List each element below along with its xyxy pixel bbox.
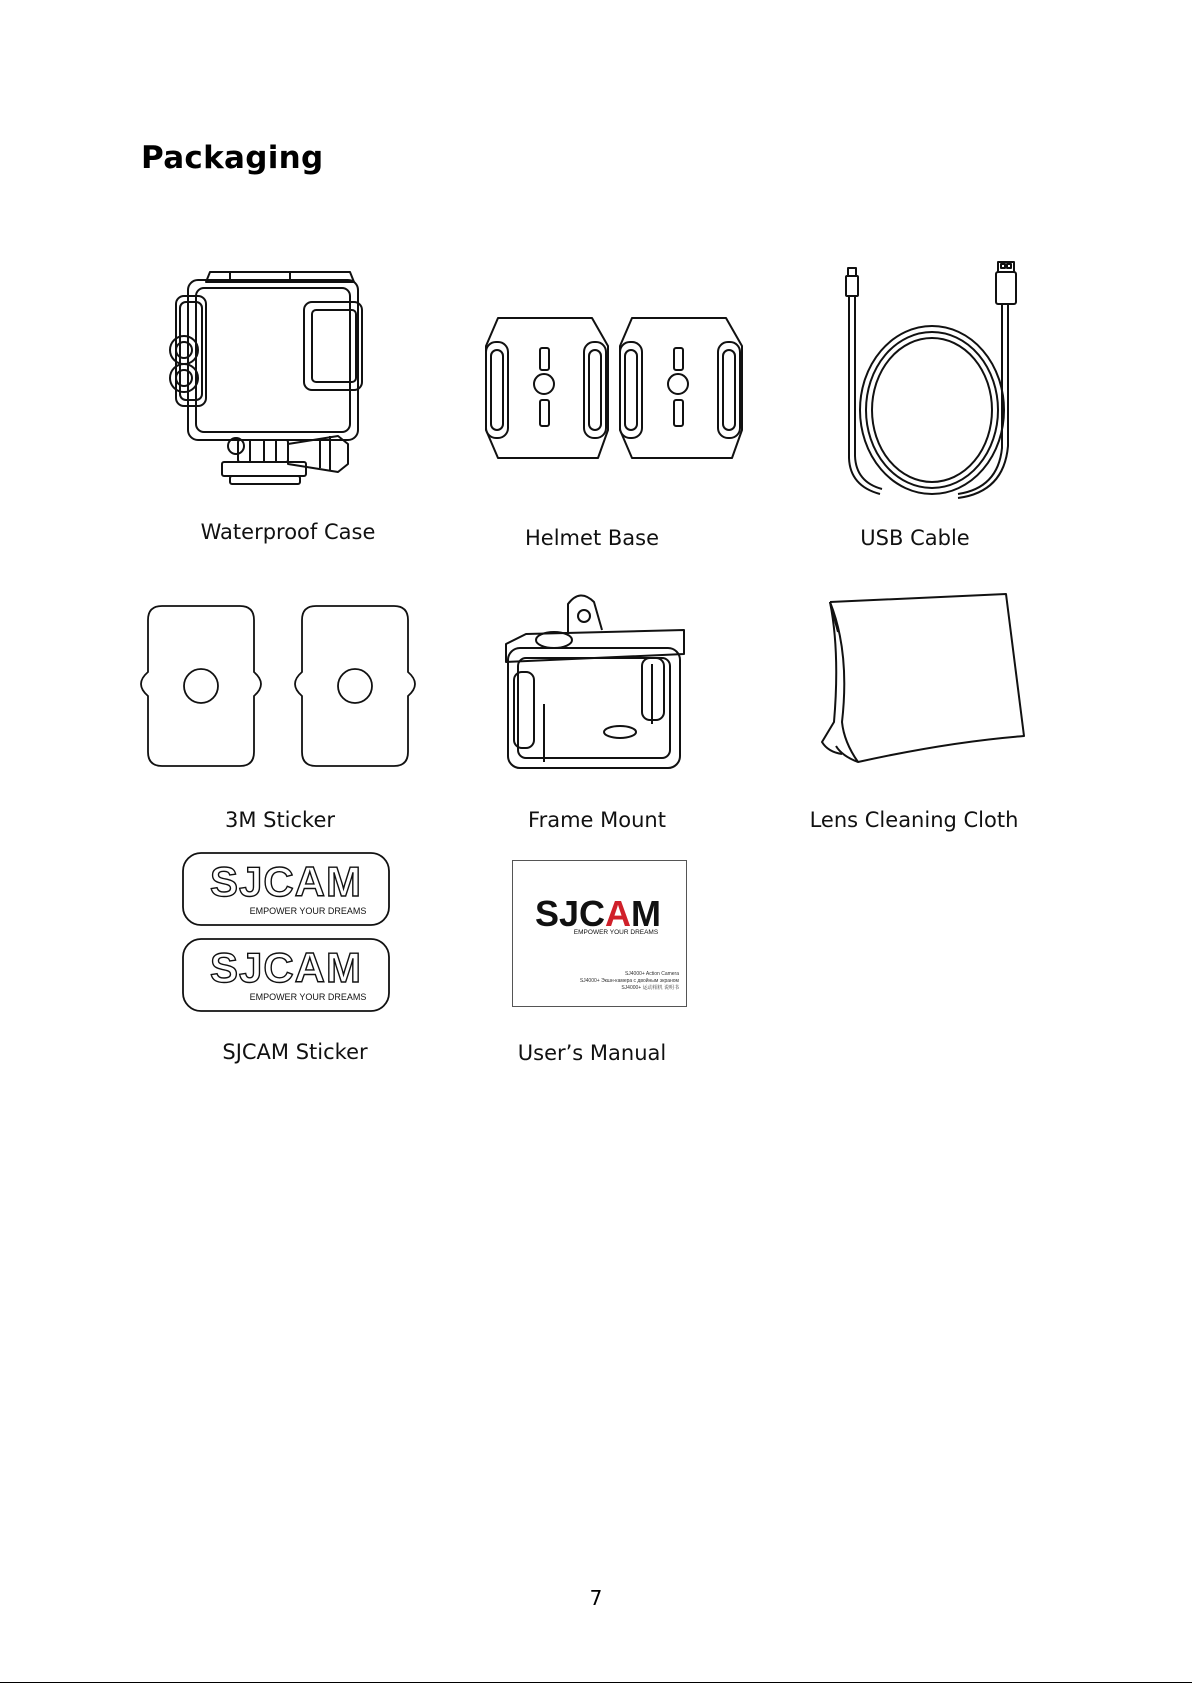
waterproof-case-icon <box>170 268 400 488</box>
usb-cable-icon <box>840 258 1020 498</box>
lens-cleaning-cloth-icon <box>818 592 1028 768</box>
item-label-usb-cable: USB Cable <box>860 526 970 550</box>
sjcam-logo-text: SJCAM <box>209 944 363 991</box>
item-label-lens-cleaning-cloth: Lens Cleaning Cloth <box>809 808 1019 832</box>
manual-line-1: SJ4000+ Action Camera <box>624 971 679 977</box>
item-label-users-manual: User’s Manual <box>517 1041 667 1065</box>
page-title: Packaging <box>141 140 324 176</box>
sticker-tagline: EMPOWER YOUR DREAMS <box>249 906 367 916</box>
item-label-3m-sticker: 3M Sticker <box>224 808 336 832</box>
sjcam-logo-text: SJCAM <box>209 858 363 905</box>
users-manual-icon <box>512 860 688 1008</box>
manual-line-3: SJ4000+ 运动相机 说明书 <box>621 985 679 991</box>
bottom-rule <box>0 1682 1192 1683</box>
manual-tagline: EMPOWER YOUR DREAMS <box>573 929 659 936</box>
sticker-tagline: EMPOWER YOUR DREAMS <box>249 992 367 1002</box>
manual-line-2: SJ4000+ Экшн-камера с двойным экраном <box>579 978 679 984</box>
frame-mount-icon <box>506 594 686 776</box>
manual-logo-text: SJCAM <box>534 893 662 934</box>
item-label-waterproof-case: Waterproof Case <box>200 520 376 544</box>
page-number: 7 <box>589 1586 603 1610</box>
item-label-helmet-base: Helmet Base <box>525 526 659 550</box>
item-label-frame-mount: Frame Mount <box>528 808 666 832</box>
3m-sticker-icon <box>140 604 436 768</box>
sjcam-sticker-icon <box>182 852 392 1014</box>
helmet-base-icon <box>480 312 750 462</box>
item-label-sjcam-sticker: SJCAM Sticker <box>222 1040 368 1064</box>
